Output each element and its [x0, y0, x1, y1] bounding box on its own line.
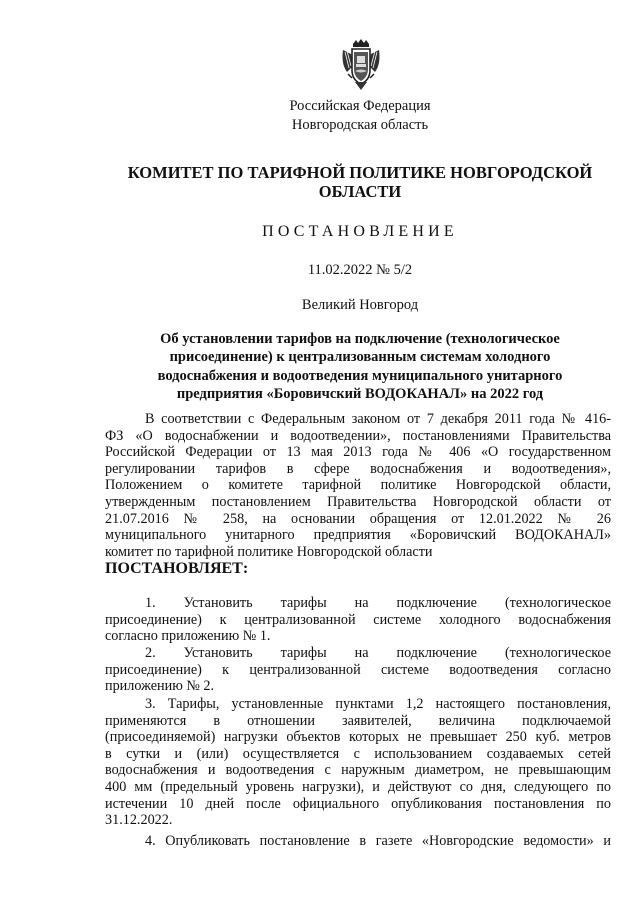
text-line: ФЗ «О водоснабжении и водоотведении», постановлениями Правительства — [105, 427, 611, 444]
text-line: Положением о комитете тарифной политике Новгородской области, — [105, 477, 611, 494]
item-paragraph — [105, 645, 611, 695]
title-line: присоединение) к централизованным системам холодного — [169, 349, 551, 366]
title-line: предприятия «Боровичский ВОДОКАНАЛ» на 2022 год — [176, 386, 544, 403]
item-paragraph — [105, 833, 611, 850]
text-line: (присоединяемой) нагрузки объектов которых не превышает 250 куб. метров — [105, 729, 611, 746]
item-paragraph — [105, 696, 611, 829]
committee-name-line2: ОБЛАСТИ — [318, 182, 402, 201]
text-line: муниципального унитарного предприятия «Боровичский ВОДОКАНАЛ» — [105, 527, 611, 544]
item-2 — [105, 645, 611, 695]
text-line: комитет по тарифной политике Новгородской области — [105, 543, 433, 560]
text-line: 2. Установить тарифы на подключение (технологическое — [145, 645, 611, 661]
date-number: 11.02.2022 № 5/2 — [307, 262, 413, 278]
text-line: приложению № 2. — [105, 678, 215, 695]
committee-name-line1: КОМИТЕТ ПО ТАРИФНОЙ ПОЛИТИКЕ НОВГОРОДСКОЙ — [127, 163, 593, 182]
text-line: В соответствии с Федеральным законом от 7 декабря 2011 года № 416- — [145, 411, 611, 427]
text-line: 21.07.2016 № 258, на основании обращения от 12.01.2022 № 26 — [105, 510, 611, 527]
text-line: в сутки и (или) осуществляется с использованием создаваемых сетей — [105, 745, 611, 762]
text-line: истечении 10 дней после официального опубликования постановления по — [105, 795, 611, 812]
item-3 — [105, 696, 611, 829]
text-line: 31.12.2022. — [105, 812, 173, 829]
title-line: водоснабжения и водоотведения муниципального унитарного — [157, 367, 563, 384]
preamble-paragraph — [105, 411, 611, 560]
text-line: 4. Опубликовать постановление в газете «Новгородские ведомости» и — [145, 833, 611, 849]
text-line: присоединение) к централизованной системе холодного водоснабжения — [105, 611, 611, 628]
text-line: водоснабжения и водоотведения с наружным диаметром, не превышающим — [105, 762, 611, 779]
text-line: согласно приложению № 1. — [105, 628, 271, 645]
text-line: утвержденным постановлением Правительства Новгородской области от — [105, 493, 611, 510]
item-1 — [105, 595, 611, 645]
text-line: применяются в отношении заявителей, величина подключаемой — [105, 712, 611, 729]
document-title — [80, 330, 640, 404]
text-line: 3. Тарифы, установленные пунктами 1,2 настоящего постановления, — [145, 696, 611, 712]
coat-of-arms-icon — [339, 38, 383, 92]
city: Великий Новгород — [301, 297, 419, 313]
resolves-heading: ПОСТАНОВЛЯЕТ: — [105, 560, 249, 578]
text-line: 1. Установить тарифы на подключение (технологическое — [145, 595, 611, 611]
item-paragraph — [105, 595, 611, 645]
text-line: регулировании тарифов в сфере водоснабжения и водоотведения», — [105, 460, 611, 477]
country-name: Российская Федерация — [289, 98, 431, 114]
region-name: Новгородская область — [291, 117, 429, 133]
preamble — [105, 411, 611, 578]
text-line: 400 мм (предельный уровень нагрузки), и действуют со дня, следующего по — [105, 778, 611, 795]
title-line: Об установлении тарифов на подключение (технологическое — [160, 331, 560, 347]
item-4 — [105, 833, 611, 850]
text-line: Российской Федерации от 13 мая 2013 года № 406 «О государственном — [105, 444, 611, 461]
document-type: ПОСТАНОВЛЕНИЕ — [262, 223, 458, 240]
text-line: присоединение) к централизованной системе водоотведения согласно — [105, 661, 611, 678]
